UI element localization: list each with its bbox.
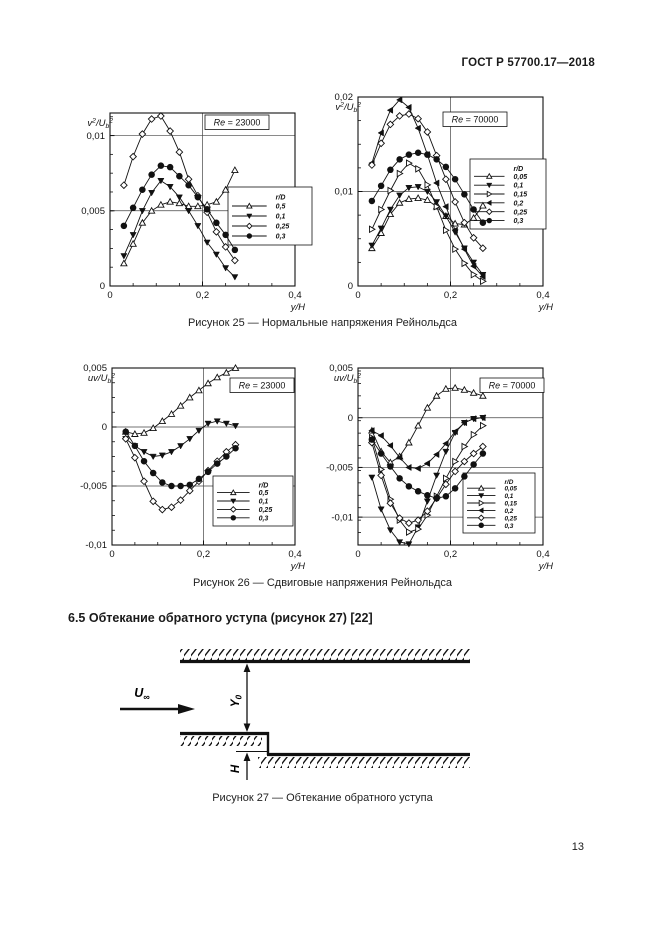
svg-text:0: 0 bbox=[101, 422, 107, 434]
dim-arrow-up bbox=[244, 664, 251, 673]
svg-text:0,2: 0,2 bbox=[513, 200, 524, 208]
svg-text:0,5: 0,5 bbox=[275, 203, 286, 211]
lower-wall-hatching bbox=[258, 757, 470, 768]
figure25-caption: Рисунок 25 — Нормальные напряжения Рейнольдса bbox=[187, 317, 458, 329]
svg-text:v2/Ub2: $v^2/U_b^2$ bbox=[87, 117, 113, 131]
svg-text:0: 0 bbox=[107, 290, 113, 301]
svg-text:-0,01: -0,01 bbox=[85, 540, 107, 552]
svg-text:0,005: 0,005 bbox=[83, 363, 107, 375]
svg-text:y/H: y/H bbox=[538, 302, 553, 313]
svg-text:0,25: 0,25 bbox=[504, 515, 517, 523]
svg-text:0,1: 0,1 bbox=[513, 182, 524, 190]
svg-text:-0,005: -0,005 bbox=[80, 481, 107, 493]
svg-text:0,25: 0,25 bbox=[513, 209, 528, 217]
svg-text:-0,005: -0,005 bbox=[326, 462, 353, 474]
svg-text:0,4: 0,4 bbox=[536, 549, 550, 560]
svg-text:0,01: 0,01 bbox=[86, 130, 105, 142]
svg-text:0: 0 bbox=[355, 290, 361, 301]
svg-text:0,3: 0,3 bbox=[513, 218, 524, 226]
backward-step-diagram bbox=[100, 645, 540, 795]
svg-text:0,25: 0,25 bbox=[275, 223, 290, 231]
svg-text:0,5: 0,5 bbox=[258, 490, 269, 498]
svg-text:0: 0 bbox=[347, 412, 353, 424]
svg-text:0,005: 0,005 bbox=[81, 205, 105, 217]
svg-text:v2/Ub2: $v^2/U_b^2$ bbox=[335, 101, 361, 115]
svg-text:0,005: 0,005 bbox=[329, 363, 353, 375]
svg-text:0,3: 0,3 bbox=[504, 522, 514, 530]
svg-text:0,2: 0,2 bbox=[443, 549, 458, 560]
svg-text:0,3: 0,3 bbox=[258, 515, 269, 523]
chart-normal-stress-re70000 bbox=[303, 85, 603, 317]
svg-text:y/H: y/H bbox=[290, 302, 305, 313]
figure26-caption: Рисунок 26 — Сдвиговые напряжения Рейнольдса bbox=[192, 577, 453, 589]
svg-text:0,15: 0,15 bbox=[504, 500, 517, 508]
svg-text:0: 0 bbox=[109, 549, 115, 560]
dim-arrow-down bbox=[244, 724, 251, 733]
inlet-velocity-label: $U_\infty$ bbox=[134, 686, 150, 702]
svg-text:0,15: 0,15 bbox=[513, 191, 528, 199]
svg-text:0,4: 0,4 bbox=[536, 290, 550, 301]
flow-arrow-head bbox=[178, 704, 195, 714]
svg-text:uv/Ub2: $uv/U_b^2$ bbox=[87, 372, 115, 386]
page-number: 13 bbox=[571, 841, 584, 853]
svg-text:0: 0 bbox=[99, 281, 105, 293]
svg-text:0,2: 0,2 bbox=[195, 290, 210, 301]
step-hatching bbox=[180, 736, 262, 746]
svg-text:0,02: 0,02 bbox=[334, 92, 353, 104]
svg-text:0,2: 0,2 bbox=[443, 290, 458, 301]
chart-shear-stress-re70000 bbox=[303, 340, 603, 572]
top-wall-hatching bbox=[180, 649, 470, 660]
svg-text:y/H: y/H bbox=[538, 561, 553, 572]
svg-text:0,1: 0,1 bbox=[275, 213, 286, 221]
svg-text:Re = 23000: Re = 23000 bbox=[213, 117, 261, 128]
svg-text:r/D: r/D bbox=[513, 165, 524, 173]
svg-text:-0,01: -0,01 bbox=[331, 512, 353, 524]
svg-text:0: 0 bbox=[347, 281, 353, 293]
svg-text:uv/Ub2: $uv/U_b^2$ bbox=[333, 372, 361, 386]
svg-text:Re = 23000: Re = 23000 bbox=[238, 380, 286, 391]
section-heading: 6.5 Обтекание обратного уступа (рисунок 27) [22] bbox=[68, 611, 373, 625]
figure27-caption: Рисунок 27 — Обтекание обратного уступа bbox=[212, 792, 433, 804]
svg-text:0: 0 bbox=[355, 549, 361, 560]
svg-text:0,4: 0,4 bbox=[288, 290, 302, 301]
svg-text:0,01: 0,01 bbox=[334, 186, 353, 198]
svg-text:0,3: 0,3 bbox=[275, 233, 286, 241]
svg-text:r/D: r/D bbox=[504, 479, 514, 487]
svg-text:0,1: 0,1 bbox=[504, 493, 514, 501]
svg-text:Re = 70000: Re = 70000 bbox=[451, 114, 499, 125]
svg-text:r/D: r/D bbox=[258, 482, 269, 490]
page-header: ГОСТ Р 57700.17—2018 bbox=[461, 57, 595, 69]
svg-text:r/D: r/D bbox=[275, 194, 286, 202]
svg-text:0,25: 0,25 bbox=[258, 507, 273, 514]
svg-text:0,05: 0,05 bbox=[513, 173, 528, 181]
inlet-height-label: $Y_0$ bbox=[230, 694, 244, 708]
svg-text:y/H: y/H bbox=[290, 561, 305, 572]
svg-text:0,2: 0,2 bbox=[196, 549, 211, 560]
svg-text:0,4: 0,4 bbox=[288, 549, 302, 560]
step-height-label: H bbox=[230, 764, 242, 774]
svg-text:0,1: 0,1 bbox=[258, 498, 269, 506]
svg-text:0,2: 0,2 bbox=[504, 508, 514, 516]
svg-text:Re = 70000: Re = 70000 bbox=[488, 380, 536, 391]
svg-text:0,05: 0,05 bbox=[504, 485, 517, 493]
